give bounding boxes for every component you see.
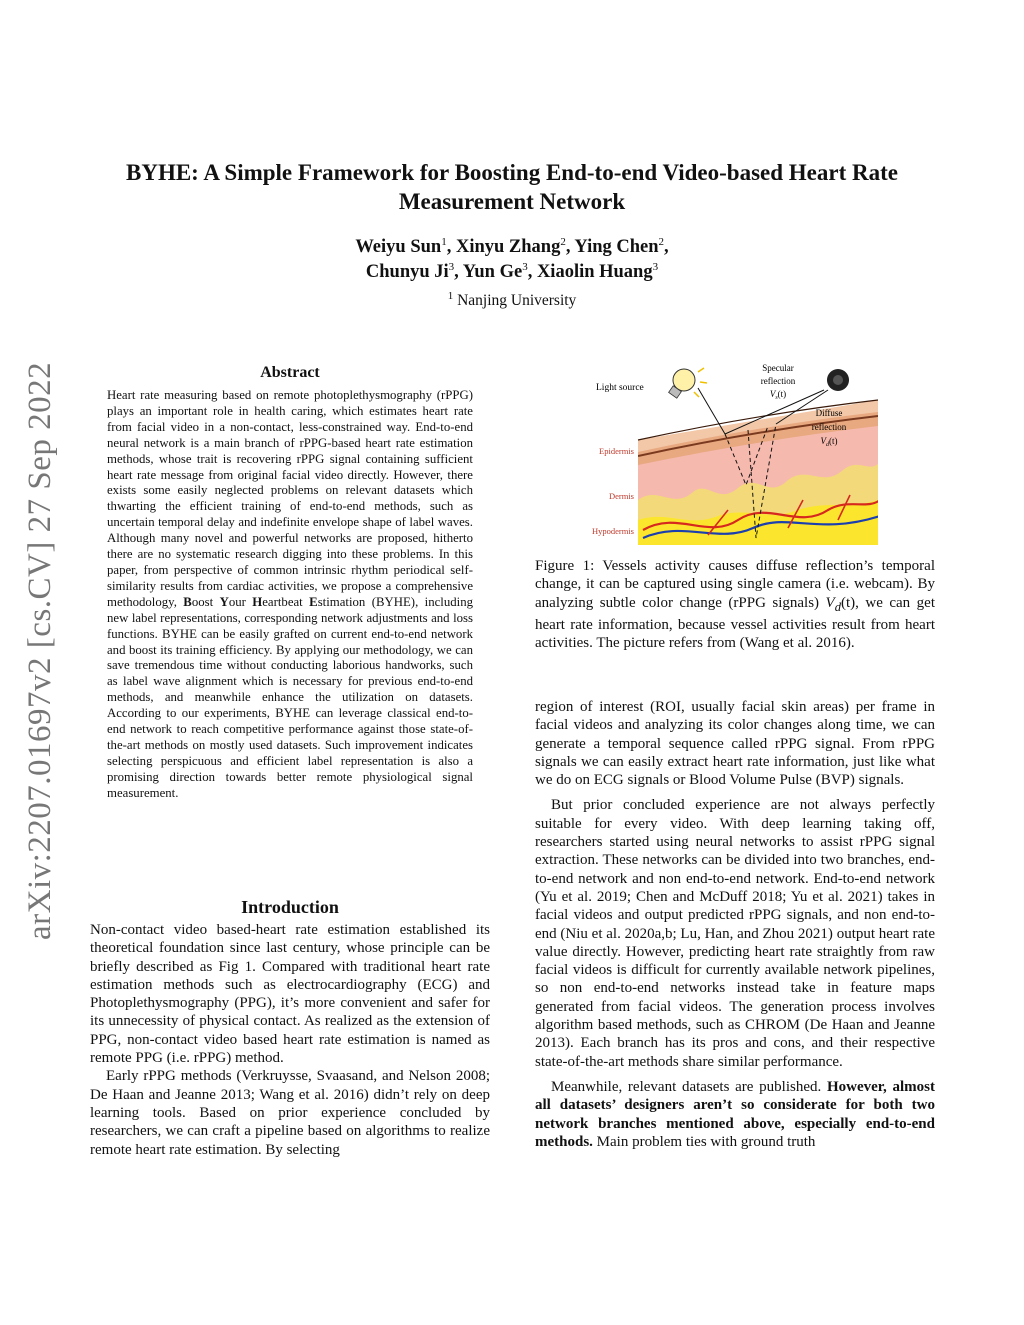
diffuse-reflection-label: reflection	[811, 422, 847, 432]
figure-caption	[535, 557, 935, 652]
abstract-text-2: (BYHE), including new label representations, corresponding network adjustments and loss functions. BYHE can be easily grafted on current end-to-end network and boost its training efficiency. By applying our methodology, we can save tremendous time without conducting laborious handworks, such as label wave alignment which is necessary for previous end-to-end methods, and meanwhile enhance the utilization on datasets. According to our experiments, BYHE can leverage classical end-to-end network to reach competitive performance against those state-of-the-art methods on mostly used datasets. Such improvement indicates selecting perspicuous and efficient label representation is also a promising direction towards better remote physiological signal measurement.	[107, 594, 473, 800]
acronym-letter: E	[309, 594, 318, 609]
right-column	[535, 698, 935, 1151]
abstract-heading: Abstract	[260, 364, 320, 381]
acronym-rest: stimation	[317, 594, 366, 609]
acronym-rest: oost	[191, 594, 220, 609]
vs-label: $V_s(t)$	[769, 389, 787, 401]
p3-bold-text: However, almost all datasets’ designers aren’t so considerate for both two network branches mentioned above, especially end-to-end methods.	[535, 1078, 936, 1150]
diffuse-label: Diffuse	[815, 408, 843, 418]
skin-reflection-figure	[588, 360, 884, 550]
right-paragraph-2: But prior concluded experience are not always perfectly suitable for every video. With deep learning taking off, researchers started using neural networks to assist rPPG signal extraction. These networks can be divided into two branches, end-to-end network and non end-to-end network. End-to-end network (Yu et al. 2019; Chen and McDuff 2018; Yu et al. 2021) takes in facial videos and output predicted rPPG signals, and non end-to-end (Niu et al. 2020a,b; Lu, Han, and Zhou 2021) output heart rate value directly. However, predicting heart rate straightly from raw facial videos is difficult for currently available network pipelines, so non end-to-end networks instead take in feature maps generated from facial videos. The generation process involves algorithm based methods, such as CHROM (De Haan and Jeanne 2013). Each branch has its pros and cons, and their respective state-of-the-art methods share similar performance.	[535, 797, 935, 1070]
camera-icon	[827, 369, 849, 391]
arxiv-side-label: arXiv:2207.01697v2 [cs.CV] 27 Sep 2022	[22, 361, 58, 940]
affiliation	[90, 290, 934, 310]
author-name: , Xiaolin Huang	[527, 262, 653, 283]
affiliation-mark: 1	[447, 290, 454, 302]
author-affil-mark: 3	[522, 261, 528, 273]
author-affil-mark: 3	[448, 261, 455, 273]
author-line-1	[90, 236, 934, 258]
title-line-2: Measurement Network	[398, 189, 626, 214]
caption-text-1: Figure 1: Vessels activity causes diffuse reflection’s temporal change, it can be captured using single camera (i.e. webcam). By analyzing subtle color change (rPPG signals)	[535, 558, 935, 611]
acronym-rest: our	[228, 594, 253, 609]
acronym-letter: H	[252, 594, 263, 609]
caption-math-vd	[825, 594, 841, 614]
math-arg: (t)	[840, 594, 856, 611]
author-name: Weiyu Sun	[355, 237, 442, 258]
intro-paragraph-2: Early rPPG methods (Verkruysse, Svaasand, and Nelson 2008; De Haan and Jeanne 2013; Wang et al. 2016) didn’t rely on deep learning tools. Based on prior experience concluded by researchers, we can craft a pipeline based on algorithms to realize remote heart rate estimation. By selecting	[90, 1068, 490, 1158]
epidermis-label: Epidermis	[599, 446, 634, 456]
title-line-1: BYHE: A Simple Framework for Boosting End-to-end Video-based Heart Rate	[126, 160, 898, 185]
introduction-column	[90, 921, 490, 1159]
affiliation-name: Nanjing University	[453, 292, 577, 310]
intro-paragraph-1: Non-contact video based-heart rate estimation established its theoretical foundation since last century, whose principle can be briefly described as Fig 1. Compared with traditional heart rate estimation methods such as electrocardiography (ECG) and Photoplethysmography (PPG), it’s more convenient and safer for its unnecessity of physical contact. As realized as the extension of PPG, non-contact video based heart rate estimation is named as remote PPG (i.e. rPPG) method.	[90, 922, 490, 1067]
author-affil-mark: 2	[560, 236, 566, 248]
vd-label: $V_d(t)$	[820, 436, 838, 448]
author-name: Chunyu Ji	[365, 262, 449, 283]
paper-title	[90, 158, 934, 216]
p3-text-end: Main problem ties with ground truth	[592, 1133, 816, 1150]
acronym-letter: B	[183, 594, 192, 609]
dermis-label: Dermis	[608, 491, 634, 501]
author-line-2	[90, 261, 934, 283]
author-name: , Yun Ge	[454, 262, 523, 283]
math-symbol: V	[825, 594, 835, 611]
specular-label: Specular	[762, 363, 794, 373]
author-name: , Ying Chen	[565, 237, 659, 258]
author-name: , Xinyu Zhang	[446, 237, 561, 258]
author-affil-mark: 3	[652, 261, 659, 273]
specular-reflection-label: reflection	[760, 376, 796, 386]
author-affil-mark: 1	[441, 236, 447, 248]
author-affil-mark: 2	[658, 236, 665, 248]
p3-text-start: Meanwhile, relevant datasets are published.	[551, 1078, 827, 1095]
abstract-body	[107, 388, 473, 802]
right-paragraph-3	[535, 1078, 935, 1151]
acronym-rest: eartbeat	[262, 594, 310, 609]
acronym-letter: Y	[219, 594, 229, 609]
math-subscript: d	[834, 599, 841, 614]
light-source-label: Light source	[596, 383, 644, 393]
hypodermis-label: Hypodermis	[591, 526, 634, 536]
introduction-heading: Introduction	[241, 897, 339, 917]
right-paragraph-1: region of interest (ROI, usually facial skin areas) per frame in facial videos and analyzing its color changes along time, we can generate a temporal sequence called rPPG signal. From rPPG signals we can easily extract heart rate information, just like what we do on ECG signals or Blood Volume Pulse (BVP) signals.	[535, 699, 935, 789]
caption-text-2: , we can get heart rate information, because vessel activities result from heart activities. The picture refers from (Wang et al. 2016).	[535, 594, 935, 652]
author-separator: ,	[664, 237, 669, 258]
abstract-text-1: Heart rate measuring based on remote photoplethysmography (rPPG) plays an important role in health caring, which estimates heart rate from facial video in a non-contact, less-constrained way. End-to-end neural network is a main branch of rPPG-based heart rate estimation methods, whose trait is recovering rPPG signal containing sufficient heart rate message from original facial video directly. However, there exists some easily neglected problems on relevant datasets which thwarting the efficient training of end-to-end methods, such as uncertain temporal delay and indefinite envelope shape of label waves. Although many novel and powerful networks are proposed, hitherto there are no systematic research digging into these problems. In this paper, from perspective of common intrinsic rhythm periodical self-similarity results from cardiac activities, we propose a comprehensive methodology,	[107, 388, 473, 609]
